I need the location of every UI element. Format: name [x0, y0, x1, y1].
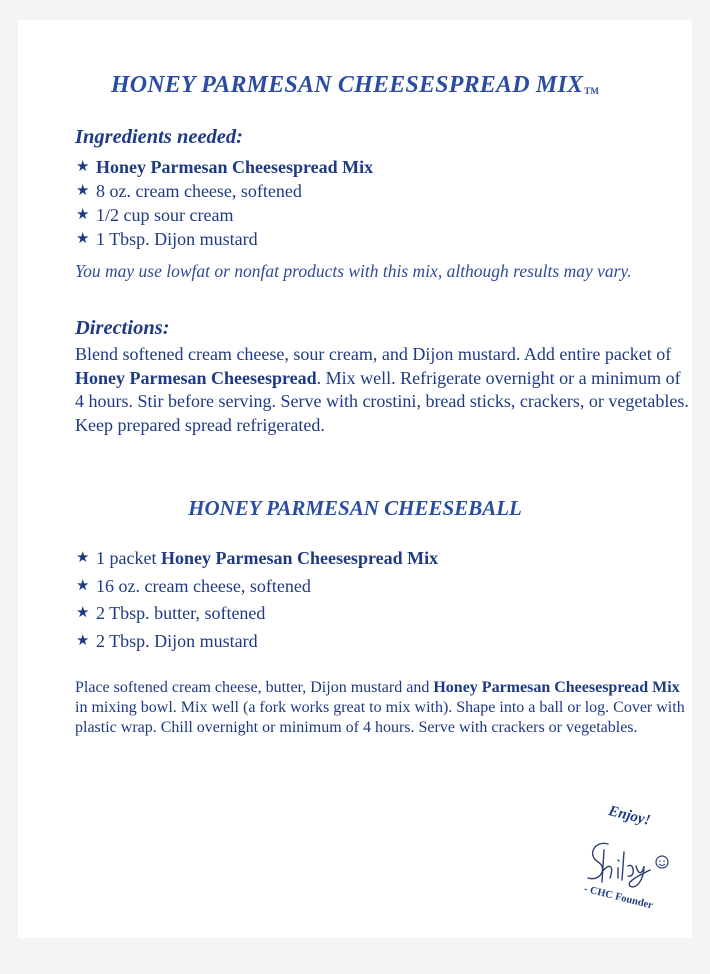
recipe1-title: HONEY PARMESAN CHEESESPREAD MIXTM	[110, 72, 600, 98]
recipe1-directions: Blend softened cream cheese, sour cream, and Dijon mustard. Add entire packet of Honey Parmesan Cheesespread. Mix well. Refrigerate overnight or a minimum of 4 hours. Stir before serving. Serve with crostini, bread sticks, crackers, or vegetables. Keep prepared spread refrigerated.	[75, 344, 689, 435]
recipe2-directions: Place softened cream cheese, butter, Dijon mustard and Honey Parmesan Cheesespread Mix in mixing bowl. Mix well (a fork works great to mix with). Shape into a ball or log. Cover with plastic wrap. Chill overnight or minimum of 4 hours. Serve with crackers or vegetables.	[75, 679, 685, 736]
founder-caption: - CHC Founder	[582, 883, 654, 912]
star-icon: ★	[76, 577, 90, 594]
recipe2-ingredient-list	[75, 545, 438, 655]
list-item: ★ 1 Tbsp. Dijon mustard	[76, 229, 258, 249]
signature-image	[578, 832, 678, 890]
star-icon: ★	[76, 550, 90, 566]
list-item: ★ 16 oz. cream cheese, softened	[75, 573, 438, 601]
list-item: ★ 2 Tbsp. butter, softened	[75, 600, 438, 628]
list-item: ★ 2 Tbsp. Dijon mustard	[75, 628, 438, 656]
star-icon: ★	[76, 207, 90, 223]
list-item: ★ 1 packet Honey Parmesan Cheesespread Mix	[75, 545, 438, 573]
list-item: ★ Honey Parmesan Cheesespread Mix	[76, 157, 374, 177]
recipe2-title: HONEY PARMESAN CHEESEBALL	[188, 496, 522, 520]
directions-heading: Directions:	[75, 317, 170, 339]
star-icon: ★	[76, 159, 90, 175]
star-icon: ★	[76, 183, 90, 199]
star-icon: ★	[76, 605, 90, 621]
list-item: ★ 1/2 cup sour cream	[76, 205, 234, 225]
ingredients-heading: Ingredients needed:	[75, 126, 243, 148]
enjoy-text: Enjoy!	[606, 803, 652, 829]
recipe1-ingredient-list	[75, 155, 373, 251]
star-icon: ★	[76, 231, 90, 247]
list-item: ★ 8 oz. cream cheese, softened	[76, 181, 302, 201]
recipe-card	[18, 20, 692, 938]
trademark-mark: TM	[584, 86, 600, 96]
star-icon: ★	[76, 632, 90, 649]
lowfat-note: You may use lowfat or nonfat products with this mix, although results may vary.	[75, 261, 632, 281]
